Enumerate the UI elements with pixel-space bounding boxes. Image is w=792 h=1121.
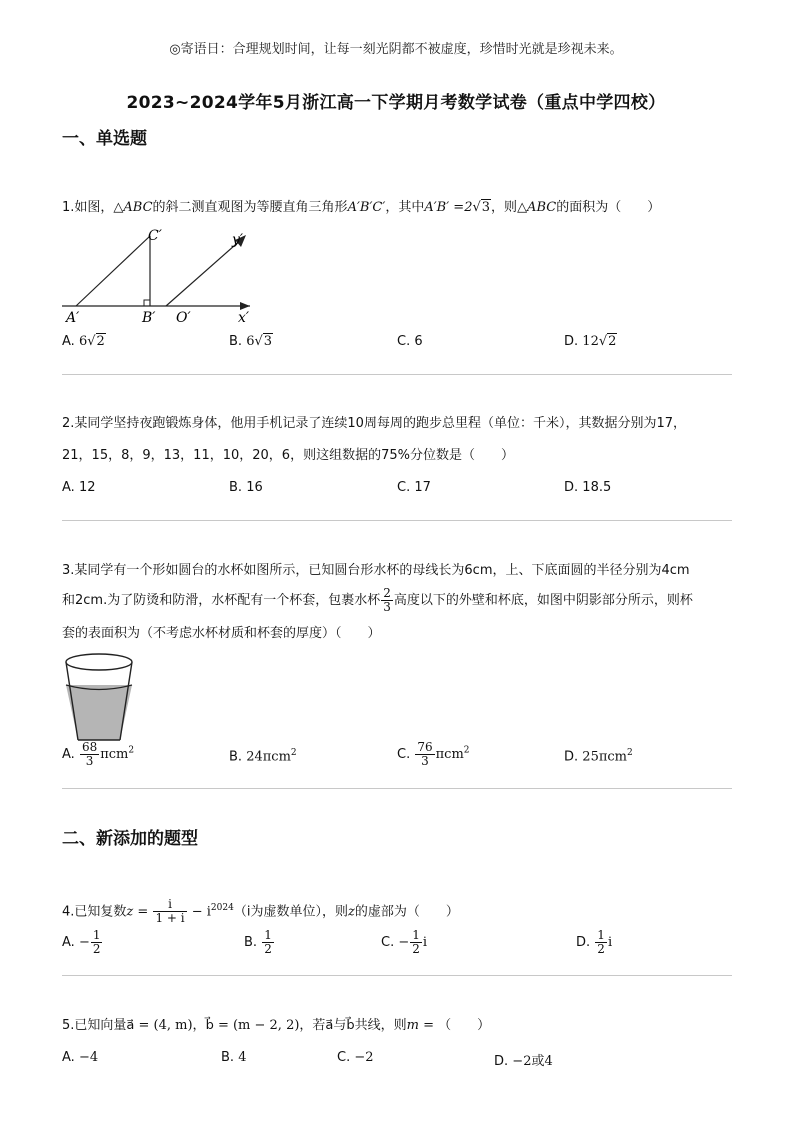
question-3-line-1: 3.某同学有一个形如圆台的水杯如图所示，已知圆台形水杯的母线长为6cm，上、下底面圆的半径分别为4cm [62,563,690,578]
q4-option-b[interactable]: B. $\frac{1}{2}$ [244,928,272,956]
page-title: 2023~2024学年5月浙江高一下学期月考数学试卷（重点中学四校） [126,93,666,113]
section-heading-single-choice: 一、单选题 [62,129,147,149]
q3-option-d[interactable]: D. 25πcm$^2$ [564,748,633,765]
question-4-stem: 4.已知复数z = $\frac{i}{1 + i}$ − $i^{2024}(i$为虚数单位），则z的虚部为（ ） [62,897,459,926]
question-3-line-3: 套的表面积为（不考虑水杯材质和杯套的厚度）（ ） [62,626,381,641]
divider [62,520,732,521]
question-1-stem: 1.如图，△ABC的斜二测直观图为等腰直角三角形A′B′C′，其中A′B′ =2√3，则△ABC的面积为（ ） [62,200,661,215]
q5-option-d[interactable]: D. −2或4 [494,1054,553,1069]
divider [62,374,732,375]
q3-option-c[interactable]: C. $\frac{76}{3}$ πcm$^2$ [397,740,470,768]
cup-rim [66,654,132,670]
q2-option-d[interactable]: D. 18.5 [564,480,612,495]
q4-option-d[interactable]: D. $\frac{1}{2}$ i [576,928,613,956]
divider [62,975,732,976]
oblique-projection-figure [60,226,260,326]
label-y: y′ [232,232,244,248]
question-5-stem: 5.已知向量a⃗ = (4, m)，b⃗ = (m − 2, 2)，若a⃗与b⃗共线，则m = （ ） [62,1018,491,1033]
q1-option-a[interactable]: A. 6√2 [62,334,105,349]
question-2-line-2: 21，15，8，9，13，11，10，20，6，则这组数据的75%分位数是（ ） [62,448,514,463]
q3-option-a[interactable]: A. $\frac{68}{3}$ πcm$^2$ [62,740,135,768]
x-axis-arrow [240,302,250,310]
question-3-line-2: 和2cm.为了防烫和防滑，水杯配有一个杯套，包裹水杯 $\frac{2}{3}$ 高度以下的外壁和杯底，如图中阴影部分所示，则杯 [62,586,693,614]
motto: ◎寄语日：合理规划时间，让每一刻光阴都不被虚度，珍惜时光就是珍视未来。 [169,42,623,57]
q1-option-b[interactable]: B. 6√3 [229,334,273,349]
label-c: C′ [148,228,162,244]
label-a: A′ [66,310,80,326]
cup-figure [62,650,136,744]
sleeve-shading [66,685,132,740]
divider [62,788,732,789]
label-x: x′ [238,310,250,326]
q2-option-b[interactable]: B. 16 [229,480,263,495]
q2-option-c[interactable]: C. 17 [397,480,431,495]
section-heading-new-type: 二、新添加的题型 [62,829,198,849]
label-o: O′ [176,310,191,326]
side-ac [76,236,150,306]
y-axis [166,238,243,306]
q5-option-a[interactable]: A. −4 [62,1050,99,1065]
question-2-line-1: 2.某同学坚持夜跑锻炼身体，他用手机记录了连续10周每周的跑步总里程（单位：千米），其数据分别为17， [62,416,686,431]
label-b: B′ [142,310,156,326]
q1-option-c[interactable]: C. 6 [397,334,423,349]
q3-option-b[interactable]: B. 24πcm$^2$ [229,748,297,765]
q4-option-c[interactable]: C. − $\frac{1}{2}$ i [381,928,428,956]
q1-option-d[interactable]: D. 12√2 [564,334,617,349]
q2-option-a[interactable]: A. 12 [62,480,96,495]
q4-option-a[interactable]: A. − $\frac{1}{2}$ [62,928,101,956]
q5-option-b[interactable]: B. 4 [221,1050,247,1065]
q5-option-c[interactable]: C. −2 [337,1050,374,1065]
right-angle-mark [144,300,150,306]
